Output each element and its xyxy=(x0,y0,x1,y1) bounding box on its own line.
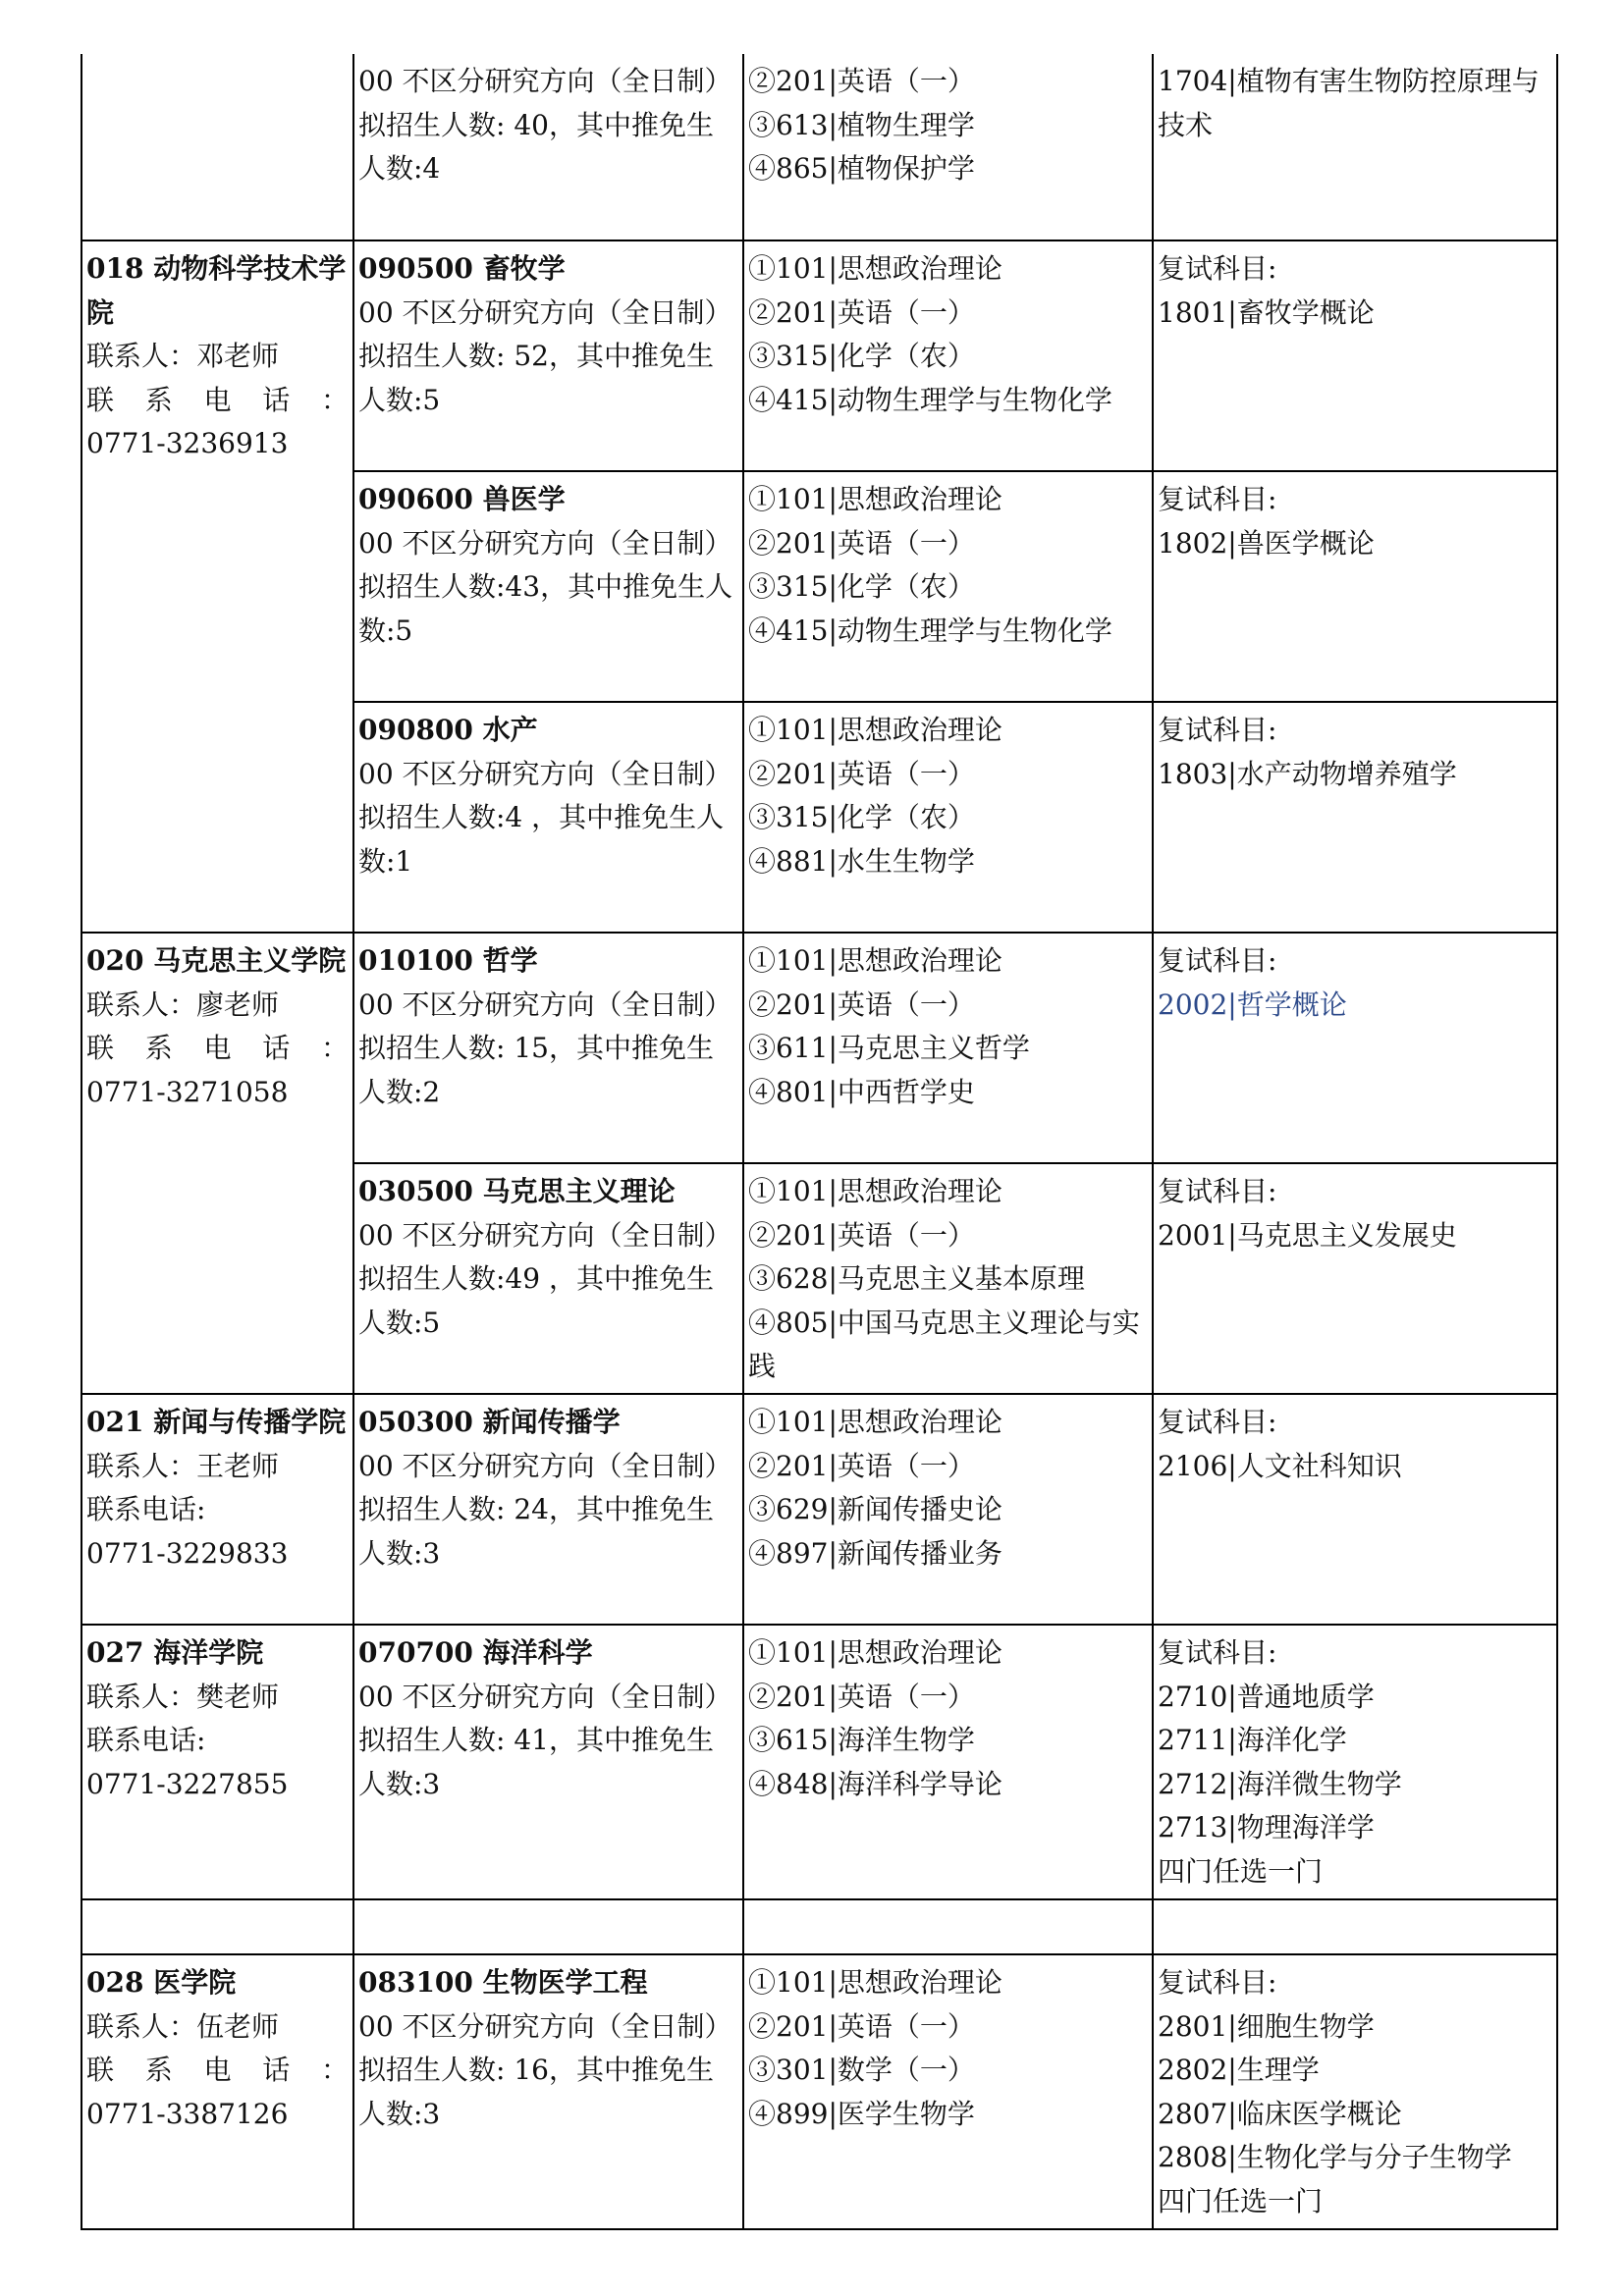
program-cell xyxy=(353,1394,743,1625)
college-phone-label: 联系电话： xyxy=(86,383,349,416)
table-row xyxy=(81,54,1557,240)
retest-subject: 1704|植物有害生物防控原理与技术 xyxy=(1158,65,1540,141)
retest-cell xyxy=(1153,1394,1557,1625)
exam-subject: ①101|思想政治理论 xyxy=(748,1966,1002,1999)
program-quota: 拟招生人数: 41，其中推免生人数:3 xyxy=(358,1724,714,1800)
exam-subject: ①101|思想政治理论 xyxy=(748,1175,1002,1207)
program-direction: 00 不区分研究方向（全日制） xyxy=(358,1218,732,1252)
retest-cell xyxy=(1153,1625,1557,1899)
retest-subject: 2106|人文社科知识 xyxy=(1158,1449,1402,1482)
empty-cell xyxy=(81,1899,353,1954)
exam-subject: ①101|思想政治理论 xyxy=(748,1636,1002,1669)
retest-subject: 1801|畜牧学概论 xyxy=(1158,295,1375,329)
empty-cell xyxy=(353,1899,743,1954)
program-title: 010100 哲学 xyxy=(358,944,538,977)
college-phone: 0771-3229833 xyxy=(86,1536,289,1570)
retest-cell xyxy=(1153,702,1557,933)
exam-cell xyxy=(743,1625,1153,1899)
table-row xyxy=(81,1394,1557,1625)
program-direction: 00 不区分研究方向（全日制） xyxy=(358,526,732,560)
table-row xyxy=(81,933,1557,1163)
college-contact: 联系人：邓老师 xyxy=(86,340,280,372)
college-cell-empty xyxy=(81,54,353,240)
retest-cell xyxy=(1153,240,1557,471)
exam-subject: ③315|化学（农） xyxy=(748,801,975,833)
college-cell xyxy=(81,1394,353,1625)
exam-subject: ④415|动物生理学与生物化学 xyxy=(748,614,1112,647)
retest-cell xyxy=(1153,1163,1557,1394)
retest-note: 四门任选一门 xyxy=(1158,2184,1324,2217)
program-quota: 拟招生人数: 40，其中推免生人数:4 xyxy=(358,108,714,185)
college-cell xyxy=(81,1625,353,1899)
exam-subject: ③629|新闻传播史论 xyxy=(748,1493,1002,1525)
exam-cell xyxy=(743,471,1153,702)
exam-subject: ①101|思想政治理论 xyxy=(748,252,1002,285)
program-cell xyxy=(353,1163,743,1394)
retest-note: 四门任选一门 xyxy=(1158,1854,1324,1888)
college-name: 018 动物科学技术学院 xyxy=(86,252,347,329)
college-contact: 联系人：王老师 xyxy=(86,1449,280,1482)
exam-subject: ①101|思想政治理论 xyxy=(748,714,1002,746)
table-row-empty xyxy=(81,1899,1557,1954)
exam-subject: ②201|英语（一） xyxy=(748,65,975,97)
exam-subject: ②201|英语（一） xyxy=(748,1449,975,1482)
retest-subject: 2713|物理海洋学 xyxy=(1158,1811,1375,1843)
college-phone: 0771-3236913 xyxy=(86,427,289,459)
college-cell xyxy=(81,933,353,1394)
retest-cell xyxy=(1153,1954,1557,2229)
exam-subject: ②201|英语（一） xyxy=(748,757,975,790)
retest-subject: 1803|水产动物增养殖学 xyxy=(1158,757,1457,790)
program-cell xyxy=(353,1954,743,2229)
program-quota: 拟招生人数: 52，其中推免生人数:5 xyxy=(358,340,714,416)
college-phone: 0771-3271058 xyxy=(86,1075,289,1108)
table-row xyxy=(81,240,1557,471)
exam-subject: ④415|动物生理学与生物化学 xyxy=(748,383,1112,416)
program-direction: 00 不区分研究方向（全日制） xyxy=(358,1680,732,1713)
program-quota: 拟招生人数: 16，其中推免生人数:3 xyxy=(358,2054,714,2130)
retest-heading: 复试科目: xyxy=(1158,714,1277,746)
exam-subject: ④848|海洋科学导论 xyxy=(748,1767,1002,1800)
exam-subject: ④865|植物保护学 xyxy=(748,152,975,185)
college-phone-label: 联系电话： xyxy=(86,2054,349,2086)
empty-cell xyxy=(743,1899,1153,1954)
program-direction: 00 不区分研究方向（全日制） xyxy=(358,1449,732,1482)
exam-subject: ②201|英语（一） xyxy=(748,988,975,1021)
program-quota: 拟招生人数:4 ，其中推免生人数:1 xyxy=(358,801,725,878)
exam-subject: ③301|数学（一） xyxy=(748,2054,975,2086)
exam-cell xyxy=(743,54,1153,240)
exam-subject: ③628|马克思主义基本原理 xyxy=(748,1262,1085,1295)
retest-heading: 复试科目: xyxy=(1158,483,1277,515)
college-phone-label: 联系电话： xyxy=(86,1032,349,1064)
retest-subject: 2712|海洋微生物学 xyxy=(1158,1767,1402,1800)
retest-subject: 2711|海洋化学 xyxy=(1158,1724,1347,1756)
exam-subject: ①101|思想政治理论 xyxy=(748,483,1002,515)
program-direction: 00 不区分研究方向（全日制） xyxy=(358,757,732,790)
retest-subject: 2802|生理学 xyxy=(1158,2054,1320,2086)
retest-heading: 复试科目: xyxy=(1158,1966,1277,1999)
exam-subject: ③613|植物生理学 xyxy=(748,108,975,141)
college-name: 021 新闻与传播学院 xyxy=(86,1406,347,1438)
retest-heading: 复试科目: xyxy=(1158,1175,1277,1207)
college-phone-label: 联系电话: xyxy=(86,1724,206,1756)
exam-subject: ②201|英语（一） xyxy=(748,1218,975,1252)
exam-subject: ④897|新闻传播业务 xyxy=(748,1536,1002,1570)
program-direction: 00 不区分研究方向（全日制） xyxy=(358,2009,732,2043)
program-cell xyxy=(353,933,743,1163)
program-title: 030500 马克思主义理论 xyxy=(358,1175,676,1207)
retest-heading: 复试科目: xyxy=(1158,1636,1277,1669)
program-cell xyxy=(353,54,743,240)
empty-cell xyxy=(1153,1899,1557,1954)
college-cell xyxy=(81,240,353,933)
exam-subject: ②201|英语（一） xyxy=(748,1680,975,1713)
program-title: 090800 水产 xyxy=(358,714,538,746)
exam-subject: ②201|英语（一） xyxy=(748,2009,975,2043)
college-contact: 联系人：樊老师 xyxy=(86,1680,280,1713)
retest-cell xyxy=(1153,933,1557,1163)
retest-cell xyxy=(1153,471,1557,702)
retest-heading: 复试科目: xyxy=(1158,252,1277,285)
table-row xyxy=(81,1954,1557,2229)
retest-subject-link[interactable]: 2002|哲学概论 xyxy=(1158,988,1347,1021)
program-quota: 拟招生人数:49 ，其中推免生人数:5 xyxy=(358,1262,714,1339)
college-contact: 联系人：廖老师 xyxy=(86,988,280,1021)
exam-subject: ③315|化学（农） xyxy=(748,570,975,603)
retest-subject: 2801|细胞生物学 xyxy=(1158,2009,1375,2043)
college-name: 020 马克思主义学院 xyxy=(86,944,347,977)
program-cell xyxy=(353,240,743,471)
retest-subject: 2807|临床医学概论 xyxy=(1158,2097,1402,2130)
exam-subject: ④805|中国马克思主义理论与实践 xyxy=(748,1306,1140,1382)
exam-cell xyxy=(743,240,1153,471)
exam-cell xyxy=(743,702,1153,933)
program-cell xyxy=(353,702,743,933)
exam-subject: ①101|思想政治理论 xyxy=(748,944,1002,977)
college-cell xyxy=(81,1954,353,2229)
retest-heading: 复试科目: xyxy=(1158,1406,1277,1438)
exam-subject: ①101|思想政治理论 xyxy=(748,1406,1002,1438)
exam-subject: ④899|医学生物学 xyxy=(748,2097,975,2130)
program-cell xyxy=(353,1625,743,1899)
program-direction: 00 不区分研究方向（全日制） xyxy=(358,988,732,1021)
admissions-table xyxy=(81,54,1558,2230)
exam-cell xyxy=(743,1163,1153,1394)
retest-subject: 1802|兽医学概论 xyxy=(1158,526,1375,560)
program-quota: 拟招生人数:43，其中推免生人数:5 xyxy=(358,570,733,647)
program-cell xyxy=(353,471,743,702)
retest-cell xyxy=(1153,54,1557,240)
retest-heading: 复试科目: xyxy=(1158,944,1277,977)
program-title: 070700 海洋科学 xyxy=(358,1636,593,1669)
exam-subject: ③315|化学（农） xyxy=(748,340,975,372)
exam-subject: ④881|水生生物学 xyxy=(748,844,975,878)
retest-subject: 2001|马克思主义发展史 xyxy=(1158,1218,1457,1252)
retest-subject: 2808|生物化学与分子生物学 xyxy=(1158,2141,1512,2173)
college-phone: 0771-3227855 xyxy=(86,1767,289,1800)
table-row xyxy=(81,1625,1557,1899)
exam-cell xyxy=(743,933,1153,1163)
college-name: 027 海洋学院 xyxy=(86,1636,264,1669)
college-phone: 0771-3387126 xyxy=(86,2097,289,2130)
program-title: 090500 畜牧学 xyxy=(358,252,566,285)
exam-cell xyxy=(743,1954,1153,2229)
exam-subject: ②201|英语（一） xyxy=(748,526,975,560)
college-phone-label: 联系电话: xyxy=(86,1493,206,1525)
program-title: 050300 新闻传播学 xyxy=(358,1406,621,1438)
program-quota: 拟招生人数: 24，其中推免生人数:3 xyxy=(358,1493,714,1570)
college-name: 028 医学院 xyxy=(86,1966,237,1999)
program-title: 083100 生物医学工程 xyxy=(358,1966,648,1999)
program-direction: 00 不区分研究方向（全日制） xyxy=(358,65,732,97)
program-quota: 拟招生人数: 15，其中推免生人数:2 xyxy=(358,1032,714,1108)
exam-subject: ③611|马克思主义哲学 xyxy=(748,1032,1030,1064)
exam-subject: ③615|海洋生物学 xyxy=(748,1724,975,1756)
exam-subject: ②201|英语（一） xyxy=(748,295,975,329)
program-direction: 00 不区分研究方向（全日制） xyxy=(358,295,732,329)
program-title: 090600 兽医学 xyxy=(358,483,566,515)
exam-cell xyxy=(743,1394,1153,1625)
exam-subject: ④801|中西哲学史 xyxy=(748,1075,975,1108)
college-contact: 联系人：伍老师 xyxy=(86,2009,280,2043)
retest-subject: 2710|普通地质学 xyxy=(1158,1680,1375,1713)
